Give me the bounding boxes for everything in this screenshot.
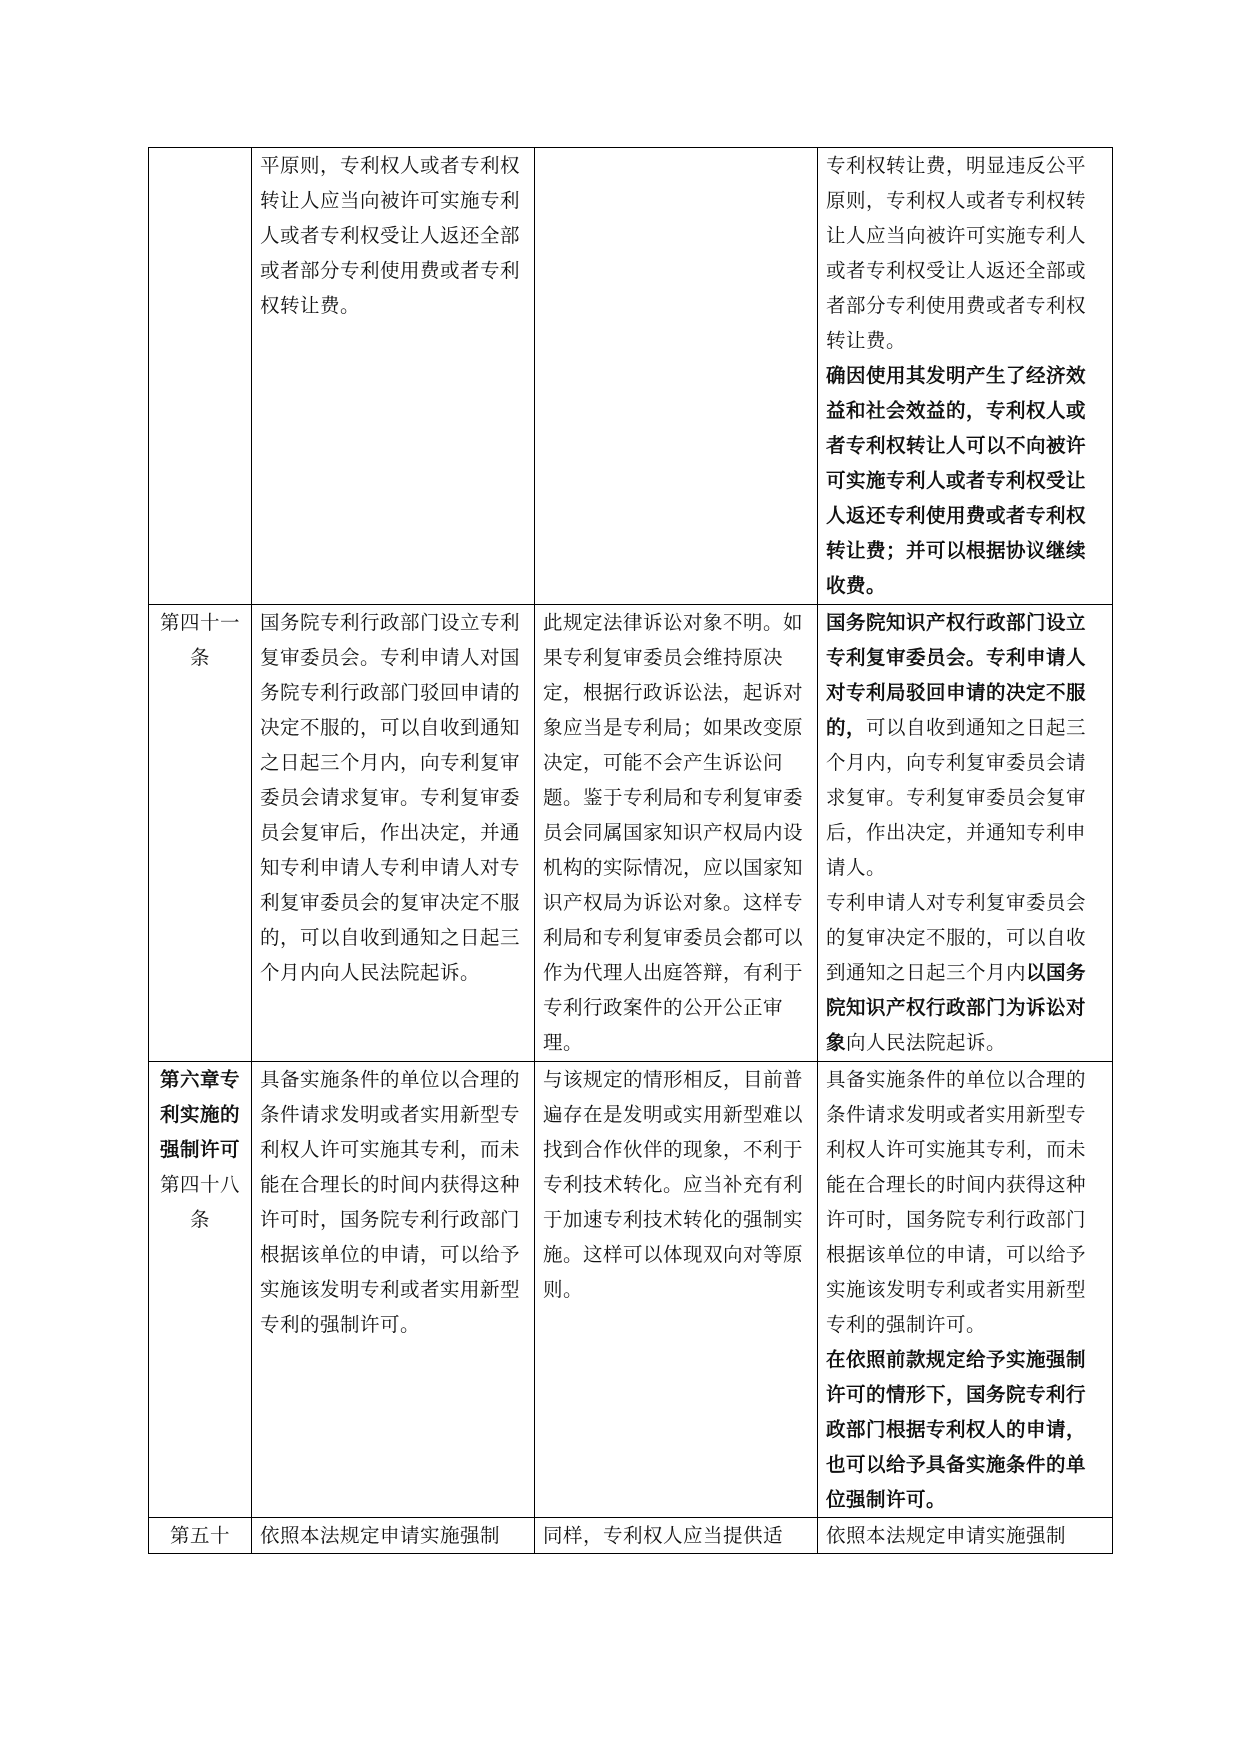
revised-text-cell bbox=[818, 1062, 1113, 1518]
article-label: 第五十 bbox=[169, 1524, 230, 1547]
revised-text-added: 以国务院知识产权行政部门为诉讼对象 bbox=[826, 961, 1087, 1054]
table-row bbox=[149, 148, 1113, 605]
revised-text: 可以自收到通知之日起三个月内，向专利复审委员会请求复审。专利复审委员会复审后，作出决定，并通知专利申请人。 bbox=[826, 716, 1087, 879]
revised-text: 依照本法规定申请实施强制 bbox=[826, 1524, 1067, 1547]
revised-text: 向人民法院起诉。 bbox=[846, 1031, 1007, 1054]
original-text-cell bbox=[252, 605, 535, 1062]
comparison-table bbox=[148, 147, 1113, 1554]
article-cell bbox=[149, 148, 252, 605]
reason-text: 此规定法律诉讼对象不明。如果专利复审委员会维持原决定，根据行政诉讼法，起诉对象应当是专利局；如果改变原决定，可能不会产生诉讼问题。鉴于专利局和专利复审委员会同属国家知识产权局内设机构的实际情况，应以国家知识产权局为诉讼对象。这样专利局和专利复审委员会都可以作为代理人出庭答辩，有利于专利行政案件的公开公正审理。 bbox=[543, 611, 804, 1054]
reason-cell bbox=[535, 1518, 818, 1554]
revised-text-cell bbox=[818, 605, 1113, 1062]
revised-text: 专利权转让费，明显违反公平原则，专利权人或者专利权转让人应当向被许可实施专利人或者专利权受让人返还全部或者部分专利使用费或者专利权转让费。 bbox=[826, 154, 1087, 352]
original-text: 具备实施条件的单位以合理的条件请求发明或者实用新型专利权人许可实施其专利，而未能在合理长的时间内获得这种许可时，国务院专利行政部门根据该单位的申请，可以给予实施该发明专利或者实用新型专利的强制许可。 bbox=[260, 1068, 521, 1336]
article-cell bbox=[149, 1518, 252, 1554]
article-label: 第四十八条 bbox=[159, 1173, 240, 1231]
revised-text-cell bbox=[818, 148, 1113, 605]
chapter-label: 第六章专利实施的强制许可 bbox=[159, 1068, 240, 1161]
reason-text: 同样，专利权人应当提供适 bbox=[543, 1524, 784, 1547]
table-row bbox=[149, 1518, 1113, 1554]
original-text-cell bbox=[252, 148, 535, 605]
table-row bbox=[149, 605, 1113, 1062]
revised-paragraph-2 bbox=[826, 885, 1104, 1060]
revised-text-cell bbox=[818, 1518, 1113, 1554]
reason-cell bbox=[535, 1062, 818, 1518]
revised-text-added: 确因使用其发明产生了经济效益和社会效益的，专利权人或者专利权转让人可以不向被许可实施专利人或者专利权受让人返还专利使用费或者专利权转让费；并可以根据协议继续收费。 bbox=[826, 364, 1087, 597]
original-text: 依照本法规定申请实施强制 bbox=[260, 1524, 501, 1547]
reason-cell bbox=[535, 148, 818, 605]
original-text-cell bbox=[252, 1062, 535, 1518]
article-cell bbox=[149, 1062, 252, 1518]
reason-text: 与该规定的情形相反，目前普遍存在是发明或实用新型难以找到合作伙伴的现象，不利于专利技术转化。应当补充有利于加速专利技术转化的强制实施。这样可以体现双向对等原则。 bbox=[543, 1068, 804, 1301]
revised-paragraph-1 bbox=[826, 605, 1104, 885]
revised-text: 具备实施条件的单位以合理的条件请求发明或者实用新型专利权人许可实施其专利，而未能在合理长的时间内获得这种许可时，国务院专利行政部门根据该单位的申请，可以给予实施该发明专利或者实用新型专利的强制许可。 bbox=[826, 1068, 1087, 1336]
table-row bbox=[149, 1062, 1113, 1518]
original-text-cell bbox=[252, 1518, 535, 1554]
reason-cell bbox=[535, 605, 818, 1062]
revised-text-added: 国务院知识产权行政部门设立专利复审委员会。专利申请人对专利局驳回申请的决定不服的， bbox=[826, 611, 1087, 739]
revised-text: 专利申请人对专利复审委员会的复审决定不服的，可以自收到通知之日起三个月内 bbox=[826, 891, 1087, 984]
original-text: 国务院专利行政部门设立专利复审委员会。专利申请人对国务院专利行政部门驳回申请的决定不服的，可以自收到通知之日起三个月内，向专利复审委员会请求复审。专利复审委员会复审后，作出决定，并通知专利申请人专利申请人对专利复审委员会的复审决定不服的，可以自收到通知之日起三个月内向人民法院起诉。 bbox=[260, 611, 521, 984]
article-cell bbox=[149, 605, 252, 1062]
original-text: 平原则，专利权人或者专利权转让人应当向被许可实施专利人或者专利权受让人返还全部或者部分专利使用费或者专利权转让费。 bbox=[260, 154, 521, 317]
article-label: 第四十一条 bbox=[159, 611, 240, 669]
revised-text-added: 在依照前款规定给予实施强制许可的情形下，国务院专利行政部门根据专利权人的申请，也可以给予具备实施条件的单位强制许可。 bbox=[826, 1348, 1087, 1511]
